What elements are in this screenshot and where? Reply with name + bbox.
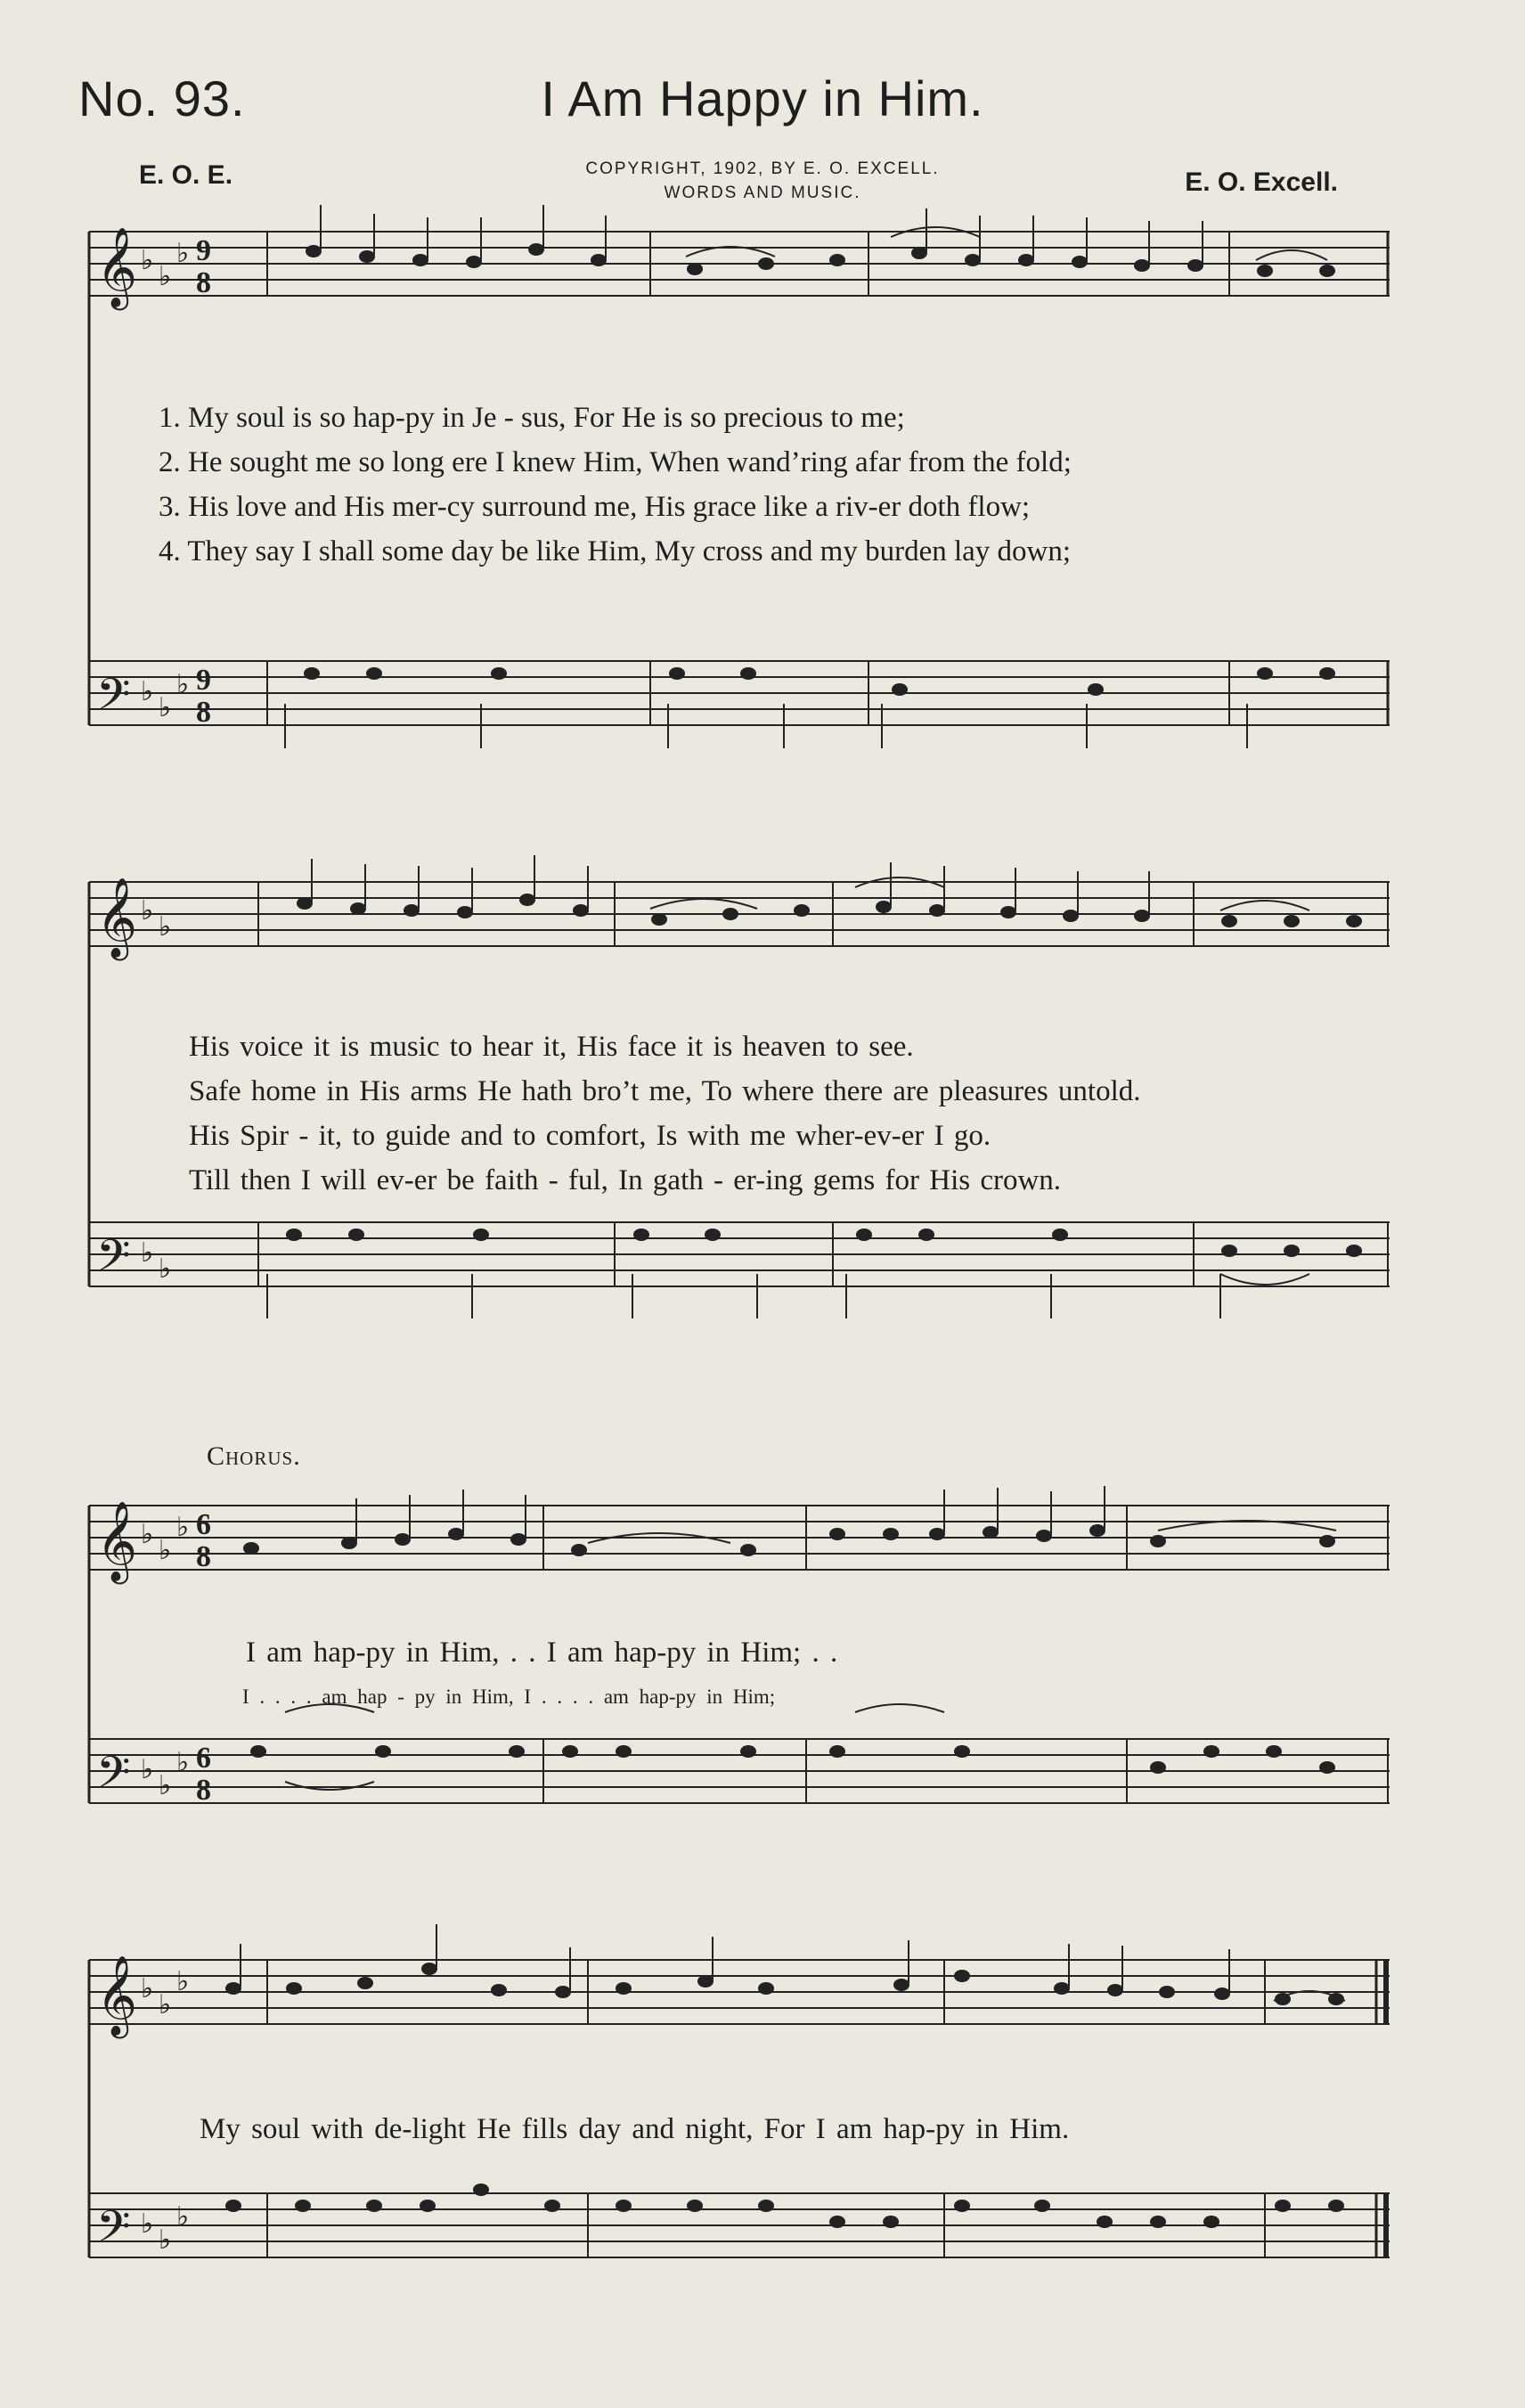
- music-system-4: [0, 1924, 1525, 2281]
- chorus-lyric-final: My soul with de-light He fills day and night, For I am hap-py in Him.: [200, 2113, 1070, 2145]
- svg-text:♭: ♭: [159, 261, 172, 292]
- svg-text:♭: ♭: [159, 911, 172, 943]
- svg-text:𝄞: 𝄞: [96, 1955, 138, 2036]
- svg-text:♭: ♭: [141, 1754, 154, 1785]
- svg-text:♭: ♭: [176, 2201, 190, 2233]
- svg-text:𝄢: 𝄢: [96, 2201, 131, 2264]
- svg-text:𝄞: 𝄞: [96, 877, 138, 958]
- svg-text:9: 9: [196, 234, 211, 267]
- svg-text:𝄢: 𝄢: [96, 1230, 131, 1293]
- chorus-lyric-bass: I . . . . am hap - py in Him, I . . . . am hap-py in Him;: [242, 1686, 776, 1708]
- verse-2-line2: Safe home in His arms He hath bro’t me, To where there are pleasures untold.: [189, 1075, 1141, 1107]
- verse-1-line2: His voice it is music to hear it, His face it is heaven to see.: [189, 1031, 914, 1063]
- svg-text:♭: ♭: [176, 1512, 190, 1543]
- svg-text:𝄞: 𝄞: [96, 1501, 138, 1581]
- svg-text:♭: ♭: [159, 1535, 172, 1566]
- verse-1-line1: 1. My soul is so hap-py in Je - sus, For He is so precious to me;: [159, 402, 905, 434]
- svg-text:♭: ♭: [159, 1770, 172, 1801]
- svg-text:𝄢: 𝄢: [96, 1747, 131, 1809]
- verse-4-line2: Till then I will ev-er be faith - ful, In gath - er-ing gems for His crown.: [189, 1164, 1062, 1196]
- chorus-lyric-main: I am hap-py in Him, . . I am hap-py in Him; . .: [246, 1637, 838, 1669]
- svg-text:♭: ♭: [176, 1747, 190, 1778]
- composer: E. O. Excell.: [1185, 167, 1338, 197]
- svg-text:♭: ♭: [176, 238, 190, 269]
- verse-block-line2: [189, 1024, 1365, 1203]
- svg-text:♭: ♭: [141, 895, 154, 926]
- svg-text:♭: ♭: [159, 1989, 172, 2020]
- chorus-label: Chorus.: [207, 1441, 301, 1471]
- svg-text:♭: ♭: [159, 692, 172, 723]
- svg-text:♭: ♭: [141, 1237, 154, 1269]
- svg-text:♭: ♭: [141, 1973, 154, 2004]
- svg-text:9: 9: [196, 664, 211, 697]
- verse-block-line1: [159, 396, 1352, 574]
- verse-2-line1: 2. He sought me so long ere I knew Him, When wand’ring afar from the fold;: [159, 446, 1072, 478]
- verse-4-line1: 4. They say I shall some day be like Him, My cross and my burden lay down;: [159, 535, 1072, 567]
- copyright-line: COPYRIGHT, 1902, BY E. O. EXCELL.: [585, 159, 940, 178]
- svg-text:8: 8: [196, 1540, 211, 1573]
- svg-text:♭: ♭: [141, 245, 154, 276]
- svg-text:𝄞: 𝄞: [96, 227, 138, 307]
- verse-3-line1: 3. His love and His mer-cy surround me, His grace like a riv-er doth flow;: [159, 491, 1031, 523]
- svg-text:♭: ♭: [159, 1253, 172, 1285]
- svg-text:6: 6: [196, 1742, 211, 1775]
- svg-text:♭: ♭: [141, 676, 154, 707]
- svg-text:6: 6: [196, 1508, 211, 1541]
- svg-text:8: 8: [196, 1774, 211, 1807]
- hymn-title: I Am Happy in Him.: [541, 70, 984, 127]
- hymn-number: No. 93.: [78, 70, 246, 127]
- svg-text:♭: ♭: [141, 1519, 154, 1550]
- copyright-line: WORDS AND MUSIC.: [664, 184, 861, 202]
- svg-text:♭: ♭: [176, 1966, 190, 1997]
- svg-text:𝄢: 𝄢: [96, 669, 131, 731]
- words-author: E. O. E.: [139, 160, 233, 190]
- svg-text:8: 8: [196, 266, 211, 299]
- verse-3-line2: His Spir - it, to guide and to comfort, Is with me wher-ev-er I go.: [189, 1120, 991, 1152]
- svg-text:♭: ♭: [176, 669, 190, 700]
- svg-text:♭: ♭: [141, 2208, 154, 2240]
- svg-text:♭: ♭: [159, 2224, 172, 2256]
- svg-text:8: 8: [196, 696, 211, 729]
